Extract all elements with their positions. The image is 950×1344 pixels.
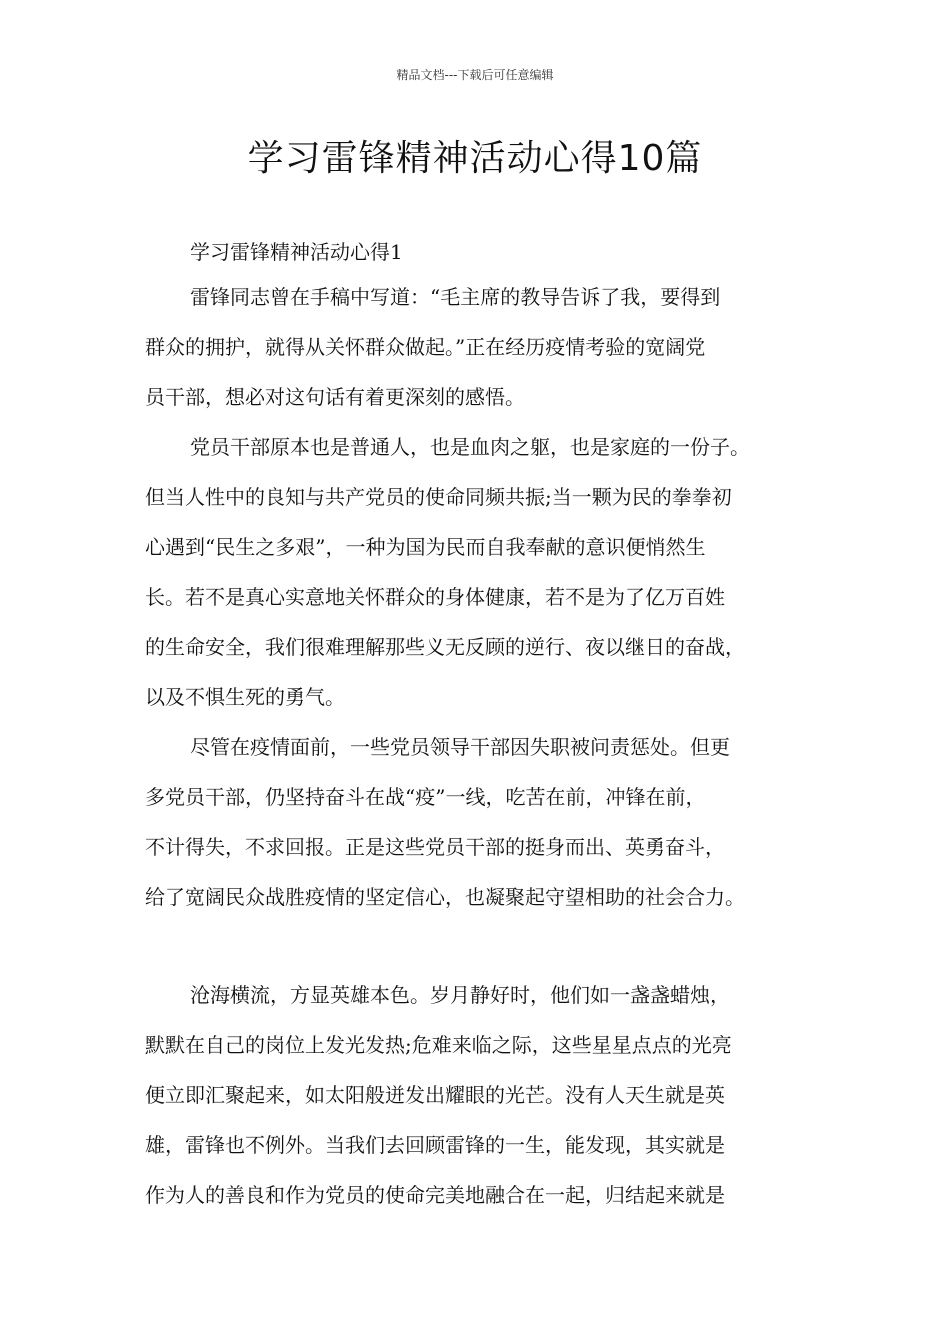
paragraph-line: 党员干部原本也是普通人，也是血肉之躯，也是家庭的一份子。 [190, 435, 750, 459]
paragraph-line: 员干部，想必对这句话有着更深刻的感悟。 [145, 385, 525, 409]
paragraph-line: 雄，雷锋也不例外。当我们去回顾雷锋的一生，能发现，其实就是 [145, 1133, 725, 1157]
paragraph-line: 心遇到“民生之多艰”，一种为国为民而自我奉献的意识便悄然生 [145, 535, 706, 559]
header-note: 精品文档---下载后可任意编辑 [396, 68, 554, 82]
document-body [145, 232, 810, 1220]
paragraph-line: 作为人的善良和作为党员的使命完美地融合在一起，归结起来就是 [145, 1183, 725, 1207]
paragraph-line: 以及不惧生死的勇气。 [145, 685, 345, 709]
paragraph-line: 沧海横流，方显英雄本色。岁月静好时，他们如一盏盏蜡烛， [190, 983, 730, 1007]
paragraph-line: 但当人性中的良知与共产党员的使命同频共振;当一颗为民的拳拳初 [145, 485, 732, 509]
paragraph-3 [145, 722, 810, 922]
paragraph-line: 默默在自己的岗位上发光发热;危难来临之际，这些星星点点的光亮 [145, 1033, 732, 1057]
paragraph-line: 长。若不是真心实意地关怀群众的身体健康，若不是为了亿万百姓 [145, 585, 725, 609]
paragraph-line: 群众的拥护，就得从关怀群众做起。”正在经历疫情考验的宽阔党 [145, 335, 706, 359]
paragraph-line: 给了宽阔民众战胜疫情的坚定信心，也凝聚起守望相助的社会合力。 [145, 885, 745, 909]
paragraph-line: 尽管在疫情面前，一些党员领导干部因失职被问责惩处。但更 [190, 735, 730, 759]
paragraph-line: 便立即汇聚起来，如太阳般迸发出耀眼的光芒。没有人天生就是英 [145, 1083, 725, 1107]
paragraph-gap [145, 922, 810, 970]
section-heading: 学习雷锋精神活动心得1 [190, 240, 403, 264]
paragraph-line: 的生命安全，我们很难理解那些义无反顾的逆行、夜以继日的奋战， [145, 635, 745, 659]
paragraph-line: 雷锋同志曾在手稿中写道：“毛主席的教导告诉了我，要得到 [190, 285, 721, 309]
paragraph-4 [145, 970, 810, 1220]
paragraph-2 [145, 422, 810, 722]
paragraph-1 [145, 272, 810, 422]
paragraph-line: 多党员干部，仍坚持奋斗在战“疫”一线，吃苦在前，冲锋在前， [145, 785, 706, 809]
document-title: 学习雷锋精神活动心得10篇 [247, 138, 703, 179]
paragraph-line: 不计得失，不求回报。正是这些党员干部的挺身而出、英勇奋斗， [145, 835, 725, 859]
